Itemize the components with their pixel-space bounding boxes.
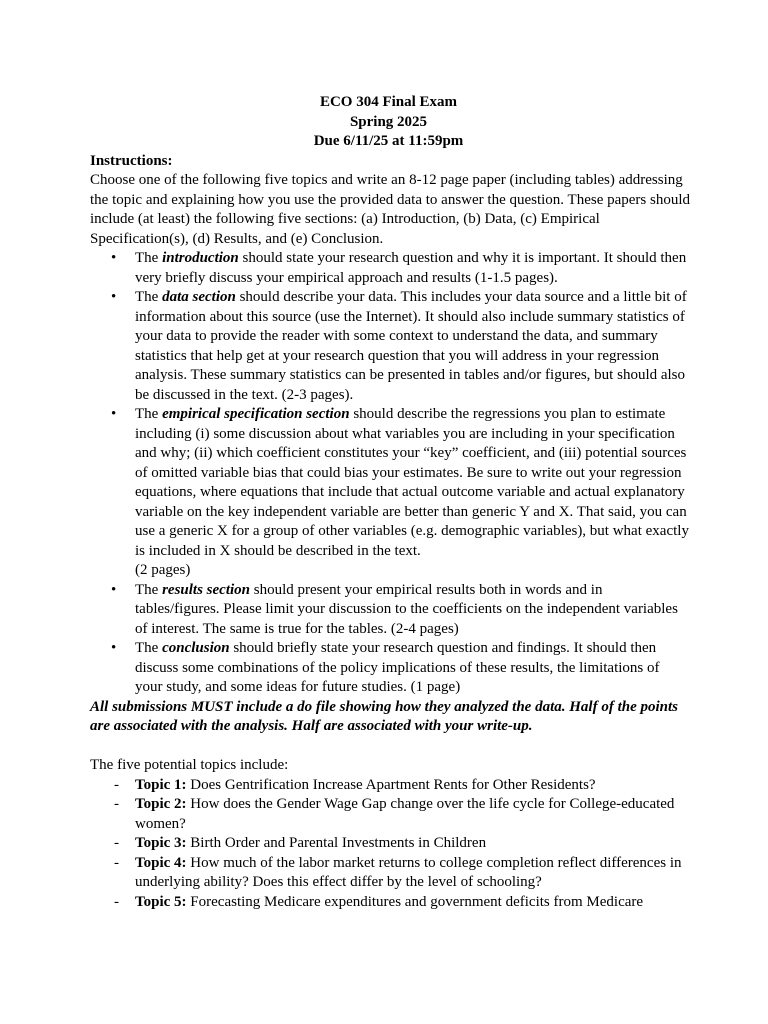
due-date: Due 6/11/25 at 11:59pm	[313, 133, 464, 149]
topic-item-3: - Topic 3: Birth Order and Parental Investments in Children	[114, 835, 487, 851]
topic-label: Topic 5:	[135, 893, 187, 910]
section-requirements-list	[90, 249, 690, 698]
section-item-results: • The results section should present your empirical results both in words and in tables/figures. Please limit your discussion to the coefficients on the independent variables of interest. The same is true for the tables. (2-4 pages)	[90, 581, 690, 640]
paragraph-spacer	[90, 737, 690, 757]
submission-note: All submissions MUST include a do file showing how they analyzed the data. Half of the points are associated with the analysis. Half are associated with your write-up.	[90, 698, 678, 734]
topic-item-4: - Topic 4: How much of the labor market returns to college completion reflect differences in underlying ability? Does this effect differ by the level of schooling?	[114, 854, 682, 890]
course-title: ECO 304 Final Exam	[319, 94, 458, 110]
section-item-introduction: • The introduction should state your research question and why it is important. It should then very briefly discuss your empirical approach and results (1-1.5 pages).	[90, 249, 690, 288]
section-item-data: • The data section should describe your data. This includes your data source and a little bit of information about this source (use the Internet). It should also include summary statistics of your data to provide the reader with some context to understand the data, and summary statistics that help get at your research question that you will address in your regression analysis. These summary statistics can be presented in tables and/or figures, but should also be discussed in the text. (2-3 pages).	[90, 288, 690, 405]
section-item-conclusion: • The conclusion should briefly state your research question and findings. It should then discuss some combinations of the policy implications of these results, the limitations of your study, and some ideas for future studies. (1 page)	[90, 639, 690, 698]
exam-title-block	[87, 93, 690, 152]
topic-item-1: - Topic 1: Does Gentrification Increase Apartment Rents for Other Residents?	[114, 776, 596, 793]
topic-item-2: - Topic 2: How does the Gender Wage Gap change over the life cycle for College-educated women?	[114, 796, 675, 832]
section-item-empirical-specification: • The empirical specification section should describe the regressions you plan to estimate including (i) some discussion about what variables you are including in your specification and why; (ii) which coefficient constitutes your “key” coefficient, and (iii) potential sources of omitted variable bias that could bias your estimates. Be sure to write out your regression equations, where equations that include that actual outcome variable and actual explanatory variable on the key independent variable are better than generic Y and X. That said, you can use a generic X for a group of other variables (e.g. demographic variables), but what exactly is included in X should be described in the text. (2 pages)	[90, 405, 690, 581]
topic-label: Topic 2:	[135, 796, 187, 812]
term-title: Spring 2025	[349, 113, 428, 130]
topics-intro: The five potential topics include:	[90, 757, 289, 773]
section-term: results section	[162, 581, 251, 598]
topics-list	[90, 776, 690, 913]
topic-item-5: - Topic 5: Forecasting Medicare expenditures and government deficits from Medicare	[114, 893, 644, 910]
section-term: conclusion	[162, 640, 230, 656]
section-page-count: (2 pages)	[135, 562, 191, 578]
instructions-intro: Choose one of the following five topics and write an 8-12 page paper (including tables) addressing the topic and explaining how you use the provided data to answer the question. These papers should include (at least) the following five sections: (a) Introduction, (b) Data, (c) Empirical Specification(s), (d) Results, and (e) Conclusion.	[90, 172, 690, 247]
topic-label: Topic 3:	[135, 835, 187, 851]
topic-label: Topic 4:	[135, 854, 187, 871]
document-body	[90, 93, 690, 912]
topic-label: Topic 1:	[135, 776, 187, 793]
section-term: data section	[162, 289, 236, 305]
section-term: empirical specification section	[162, 406, 350, 422]
instructions-heading: Instructions:	[90, 152, 173, 169]
section-term: introduction	[162, 250, 239, 266]
